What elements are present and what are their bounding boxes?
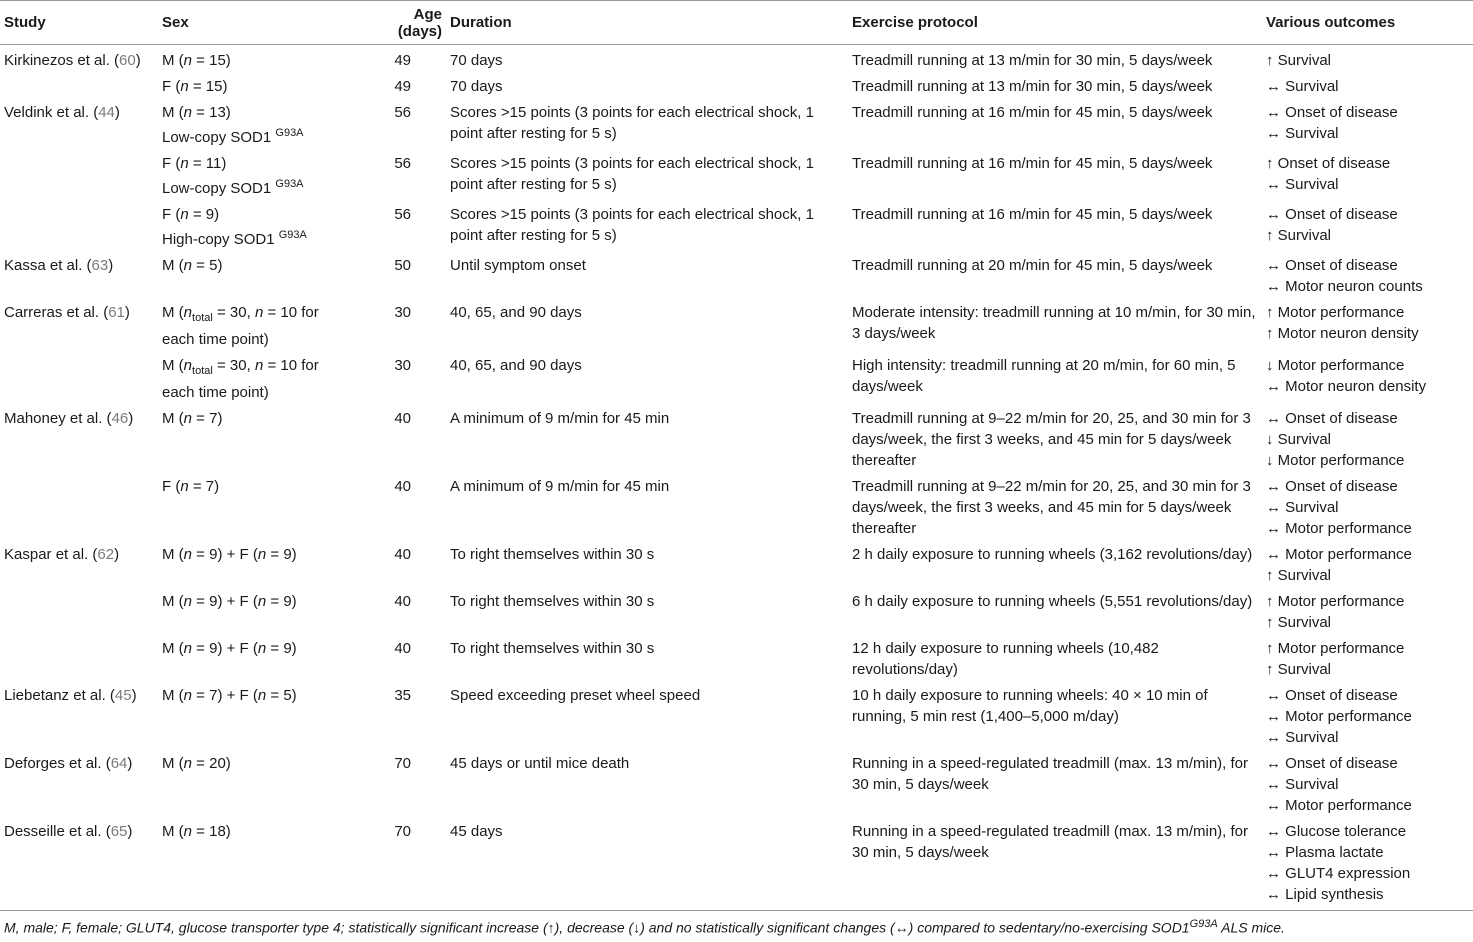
protocol-cell: Treadmill running at 16 m/min for 45 min, 5 days/week <box>852 206 1213 223</box>
table-row <box>0 297 1473 350</box>
outcome-item: ↔ Onset of disease <box>1266 104 1398 121</box>
table-row <box>0 816 1473 915</box>
age-cell: 49 <box>394 52 411 69</box>
outcome-item: ↓ Motor performance <box>1266 357 1405 374</box>
study-cell <box>0 586 158 633</box>
duration-cell: Scores >15 points (3 points for each electrical shock, 1 point after resting for 5 s) <box>450 206 814 244</box>
outcomes-cell <box>1262 471 1473 539</box>
outcomes-cell <box>1262 45 1473 72</box>
outcome-item: ↔ Motor performance <box>1266 708 1412 725</box>
reference-link[interactable]: 45 <box>114 687 132 704</box>
outcomes-cell <box>1262 148 1473 199</box>
outcome-item: ↔ Motor performance <box>1266 797 1412 814</box>
age-cell: 56 <box>394 206 411 223</box>
outcome-item: ↑ Survival <box>1266 567 1332 584</box>
age-cell: 70 <box>394 755 411 772</box>
table-row <box>0 199 1473 250</box>
sex-cell: M (n = 7) <box>162 410 223 427</box>
protocol-cell: Treadmill running at 9–22 m/min for 20, 25, and 30 min for 3 days/week, the first 3 weeks, and 45 min for 5 days/week thereafter <box>852 478 1251 537</box>
table-row <box>0 471 1473 539</box>
outcome-item: ↑ Survival <box>1266 661 1332 678</box>
sex-cell: F (n = 7) <box>162 478 220 495</box>
duration-cell: 40, 65, and 90 days <box>450 304 582 321</box>
study-cell: Kaspar et al. (62) <box>4 546 120 563</box>
table-row <box>0 633 1473 680</box>
table-row <box>0 71 1473 97</box>
sex-cell: M (n = 5) <box>162 257 223 274</box>
sex-cell: M (n = 13) Low-copy SOD1 $^{G93A}$ <box>162 104 304 146</box>
study-cell: Kirkinezos et al. (60) <box>4 52 141 69</box>
outcomes-cell <box>1262 816 1473 915</box>
sex-cell: M (n = 18) <box>162 823 231 840</box>
outcome-item: ↑ Motor neuron density <box>1266 325 1419 342</box>
outcome-item: ↔ Onset of disease <box>1266 410 1398 427</box>
study-cell: Deforges et al. (64) <box>4 755 133 772</box>
duration-cell: Scores >15 points (3 points for each electrical shock, 1 point after resting for 5 s) <box>450 104 814 142</box>
outcome-item: ↔ Onset of disease <box>1266 257 1398 274</box>
column-header: Sex <box>158 1 364 45</box>
table-row <box>0 148 1473 199</box>
sex-cell: M ($n_{total} = 30$, n = 10 for each time point) <box>162 304 319 348</box>
duration-cell: 70 days <box>450 78 503 95</box>
outcome-item: ↔ Survival <box>1266 176 1339 193</box>
outcome-item: ↔ Motor performance <box>1266 546 1412 563</box>
outcome-item: ↑ Motor performance <box>1266 640 1405 657</box>
study-name: Deforges et al. ( <box>4 755 111 772</box>
outcome-item: ↔ Onset of disease <box>1266 206 1398 223</box>
duration-cell: 70 days <box>450 52 503 69</box>
duration-cell: Scores >15 points (3 points for each electrical shock, 1 point after resting for 5 s) <box>450 155 814 193</box>
outcome-item: ↑ Motor performance <box>1266 593 1405 610</box>
age-cell: 56 <box>394 155 411 172</box>
table-row <box>0 97 1473 148</box>
study-cell: Carreras et al. (61) <box>4 304 130 321</box>
outcome-item: ↔ Survival <box>1266 776 1339 793</box>
outcome-item: ↔ Onset of disease <box>1266 687 1398 704</box>
outcome-item: ↑ Survival <box>1266 52 1332 69</box>
study-name: Mahoney et al. ( <box>4 410 112 427</box>
outcome-item: ↓ Survival <box>1266 431 1332 448</box>
outcome-item: ↔ Survival <box>1266 125 1339 142</box>
outcomes-cell <box>1262 250 1473 297</box>
table-body <box>0 45 1473 916</box>
study-cell <box>0 471 158 539</box>
study-name: Liebetanz et al. ( <box>4 687 115 704</box>
table-row <box>0 403 1473 471</box>
outcomes-cell <box>1262 680 1473 748</box>
outcomes-cell <box>1262 97 1473 148</box>
study-name: Desseille et al. ( <box>4 823 111 840</box>
study-name: Veldink et al. ( <box>4 104 99 121</box>
outcome-item: ↔ Survival <box>1266 729 1339 746</box>
outcome-item: ↔ Plasma lactate <box>1266 844 1384 861</box>
outcome-item: ↑ Survival <box>1266 614 1332 631</box>
duration-cell: Until symptom onset <box>450 257 586 274</box>
outcomes-cell <box>1262 748 1473 816</box>
protocol-cell: 6 h daily exposure to running wheels (5,551 revolutions/day) <box>852 593 1253 610</box>
duration-cell: A minimum of 9 m/min for 45 min <box>450 410 670 427</box>
study-cell <box>0 633 158 680</box>
outcome-item: ↔ Motor neuron counts <box>1266 278 1423 295</box>
duration-cell: To right themselves within 30 s <box>450 546 655 563</box>
protocol-cell: Treadmill running at 13 m/min for 30 min, 5 days/week <box>852 78 1213 95</box>
sex-cell: M (n = 20) <box>162 755 231 772</box>
protocol-cell: Treadmill running at 16 m/min for 45 min, 5 days/week <box>852 155 1213 172</box>
age-cell: 40 <box>394 546 411 563</box>
sex-cell: M (n = 9) + F (n = 9) <box>162 640 297 657</box>
study-name: Kassa et al. ( <box>4 257 92 274</box>
reference-link[interactable]: 65 <box>110 823 128 840</box>
outcomes-cell <box>1262 297 1473 350</box>
outcome-item: ↔ Survival <box>1266 78 1339 95</box>
duration-cell: To right themselves within 30 s <box>450 640 655 657</box>
study-cell <box>0 199 158 250</box>
reference-link[interactable]: 44 <box>98 104 115 121</box>
study-cell <box>0 71 158 97</box>
reference-link[interactable]: 61 <box>108 304 125 321</box>
study-name: Kirkinezos et al. ( <box>4 52 120 69</box>
study-cell: Mahoney et al. (46) <box>4 410 134 427</box>
sex-cell: F (n = 9) High-copy SOD1 $^{G93A}$ <box>162 206 307 248</box>
duration-cell: A minimum of 9 m/min for 45 min <box>450 478 670 495</box>
outcome-item: ↑ Survival <box>1266 227 1332 244</box>
outcomes-cell <box>1262 350 1473 403</box>
table-row <box>0 250 1473 297</box>
table-row <box>0 586 1473 633</box>
age-cell: 70 <box>394 823 411 840</box>
age-cell: 30 <box>394 357 411 374</box>
study-cell: Veldink et al. (44) <box>4 104 120 121</box>
age-cell: 50 <box>394 257 411 274</box>
protocol-cell: Running in a speed-regulated treadmill (max. 13 m/min), for 30 min, 5 days/week <box>852 823 1249 861</box>
study-cell: Desseille et al. (65) <box>4 823 133 840</box>
outcome-item: ↔ Motor neuron density <box>1266 378 1427 395</box>
protocol-cell: Treadmill running at 9–22 m/min for 20, 25, and 30 min for 3 days/week, the first 3 weeks, and 45 min for 5 days/week thereafter <box>852 410 1251 469</box>
duration-cell: Speed exceeding preset wheel speed <box>450 687 701 704</box>
sex-cell: M (n = 7) + F (n = 5) <box>162 687 297 704</box>
protocol-cell: Moderate intensity: treadmill running at 10 m/min, for 30 min, 3 days/week <box>852 304 1256 342</box>
footnote: M, male; F, female; GLUT4, glucose transporter type 4; statistically significant increase (↑), decrease (↓) and no statistically significant changes (↔) compared to sedentary/no-exercising $SOD1^{G93A}$ ALS mice. <box>4 918 1285 936</box>
age-cell: 30 <box>394 304 411 321</box>
column-header: Age (days) <box>364 1 446 45</box>
table-row <box>0 539 1473 586</box>
outcome-item: ↑ Onset of disease <box>1266 155 1391 172</box>
outcomes-cell <box>1262 633 1473 680</box>
outcomes-cell <box>1262 586 1473 633</box>
outcome-item: ↔ Onset of disease <box>1266 478 1398 495</box>
outcome-item: ↔ Motor performance <box>1266 520 1412 537</box>
reference-link[interactable]: 60 <box>119 52 136 69</box>
outcome-item: ↑ Motor performance <box>1266 304 1405 321</box>
column-header: Exercise protocol <box>848 1 1262 45</box>
outcomes-cell <box>1262 539 1473 586</box>
outcome-item: ↔ Survival <box>1266 499 1339 516</box>
study-cell <box>0 350 158 403</box>
age-cell: 49 <box>394 78 411 95</box>
protocol-cell: Treadmill running at 16 m/min for 45 min, 5 days/week <box>852 104 1213 121</box>
table-row <box>0 748 1473 816</box>
protocol-cell: Treadmill running at 20 m/min for 45 min, 5 days/week <box>852 257 1213 274</box>
outcome-item: ↔ Lipid synthesis <box>1266 886 1384 903</box>
sex-cell: M ($n_{total} = 30$, n = 10 for each time point) <box>162 357 319 401</box>
footnote-rule <box>0 910 1473 911</box>
reference-link[interactable]: 62 <box>97 546 115 563</box>
age-cell: 35 <box>394 687 411 704</box>
outcome-item: ↓ Motor performance <box>1266 452 1405 469</box>
study-name: Carreras et al. ( <box>4 304 109 321</box>
table-row <box>0 680 1473 748</box>
outcome-item: ↔ Glucose tolerance <box>1266 823 1407 840</box>
column-header: Duration <box>446 1 848 45</box>
study-name: Kaspar et al. ( <box>4 546 98 563</box>
column-header: Various outcomes <box>1262 1 1473 45</box>
age-cell: 40 <box>394 640 411 657</box>
table-row <box>0 45 1473 72</box>
sex-cell: M (n = 9) + F (n = 9) <box>162 546 297 563</box>
duration-cell: 45 days <box>450 823 503 840</box>
outcome-item: ↔ GLUT4 expression <box>1266 865 1411 882</box>
reference-link[interactable]: 63 <box>91 257 109 274</box>
protocol-cell: 10 h daily exposure to running wheels: 40 × 10 min of running, 5 min rest (1,400–5,000 m/day) <box>852 687 1208 725</box>
duration-cell: To right themselves within 30 s <box>450 593 655 610</box>
sex-cell: F (n = 15) <box>162 78 228 95</box>
study-cell: Liebetanz et al. (45) <box>4 687 137 704</box>
reference-link[interactable]: 46 <box>111 410 129 427</box>
age-cell: 40 <box>394 478 411 495</box>
duration-cell: 40, 65, and 90 days <box>450 357 582 374</box>
outcomes-cell <box>1262 71 1473 97</box>
sex-cell: F (n = 11) Low-copy SOD1 $^{G93A}$ <box>162 155 304 197</box>
sex-cell: M (n = 9) + F (n = 9) <box>162 593 297 610</box>
outcomes-cell <box>1262 199 1473 250</box>
protocol-cell: High intensity: treadmill running at 20 m/min, for 60 min, 5 days/week <box>852 357 1236 395</box>
age-cell: 40 <box>394 410 411 427</box>
header-row <box>0 1 1473 45</box>
study-cell: Kassa et al. (63) <box>4 257 114 274</box>
reference-link[interactable]: 64 <box>110 755 128 772</box>
protocol-cell: Treadmill running at 13 m/min for 30 min, 5 days/week <box>852 52 1213 69</box>
column-header: Study <box>0 1 158 45</box>
protocol-cell: 12 h daily exposure to running wheels (10,482 revolutions/day) <box>852 640 1159 678</box>
sex-cell: M (n = 15) <box>162 52 231 69</box>
protocol-cell: Running in a speed-regulated treadmill (max. 13 m/min), for 30 min, 5 days/week <box>852 755 1249 793</box>
duration-cell: 45 days or until mice death <box>450 755 630 772</box>
protocol-cell: 2 h daily exposure to running wheels (3,162 revolutions/day) <box>852 546 1253 563</box>
study-cell <box>0 148 158 199</box>
age-cell: 56 <box>394 104 411 121</box>
outcome-item: ↔ Onset of disease <box>1266 755 1398 772</box>
outcomes-cell <box>1262 403 1473 471</box>
table-row <box>0 350 1473 403</box>
age-cell: 40 <box>394 593 411 610</box>
